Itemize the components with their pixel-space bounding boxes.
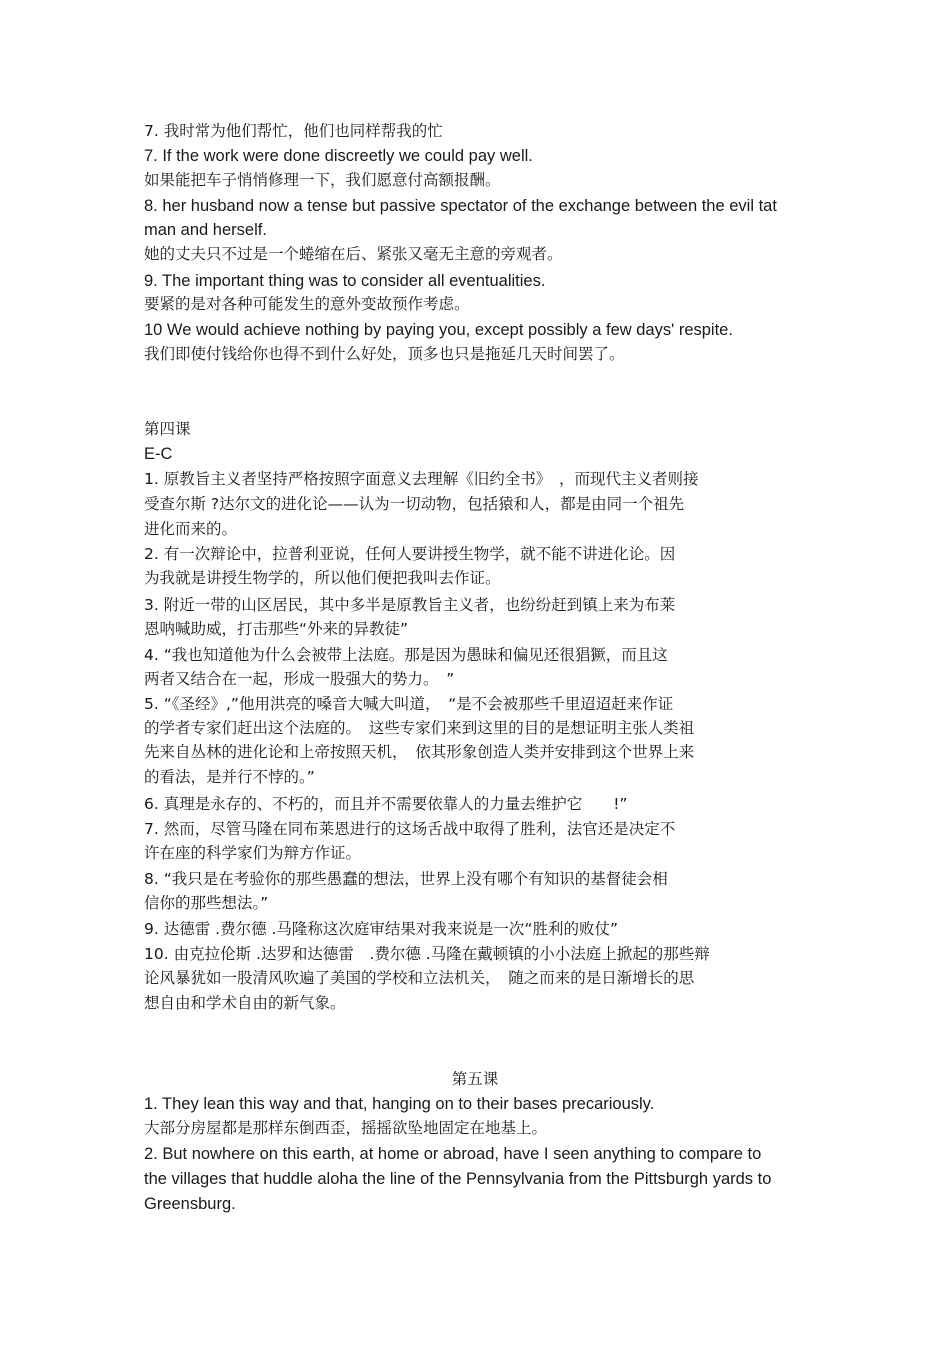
subsection-label: E-C (144, 445, 173, 463)
text-line: 2. But nowhere on this earth, at home or abroad, have I seen anything to compare to (144, 1145, 762, 1163)
text-line: 论风暴犹如一股清风吹遍了美国的学校和立法机关， 随之而来的是日渐增长的思 (144, 969, 695, 987)
text-line: 要紧的是对各种可能发生的意外变故预作考虑。 (144, 295, 470, 313)
text-line: 6. 真理是永存的、不朽的，而且并不需要依靠人的力量去维护它 !” (144, 795, 628, 813)
text-line: 的学者专家们赶出这个法庭的。 这些专家们来到这里的目的是想证明主张人类祖 (144, 719, 695, 737)
text-line: 如果能把车子悄悄修理一下，我们愿意付高额报酬。 (144, 171, 501, 189)
text-line: the villages that huddle aloha the line of the Pennsylvania from the Pittsburgh yards to (144, 1170, 772, 1188)
text-line: 她的丈夫只不过是一个蜷缩在后、紧张又毫无主意的旁观者。 (144, 245, 563, 263)
text-line: 2. 有一次辩论中，拉普利亚说，任何人要讲授生物学，就不能不讲进化论。因 (144, 545, 676, 563)
section-heading: 第五课 (451, 1070, 499, 1088)
section-heading: 第四课 (144, 420, 191, 438)
text-line: 受查尔斯 ?达尔文的进化论——认为一切动物，包括猿和人，都是由同一个祖先 (144, 495, 685, 513)
text-line: 7. 然而，尽管马隆在同布莱恩进行的这场舌战中取得了胜利，法官还是决定不 (144, 820, 676, 838)
text-line: 3. 附近一带的山区居民，其中多半是原教旨主义者，也纷纷赶到镇上来为布莱 (144, 596, 676, 614)
text-line: 1. 原教旨主义者坚持严格按照字面意义去理解《旧约全书》 ，而现代主义者则接 (144, 470, 699, 488)
text-line: 想自由和学术自由的新气象。 (144, 994, 346, 1012)
text-line: 5. “《圣经》,”他用洪亮的嗓音大喊大叫道， “是不会被那些千里迢迢赶来作证 (144, 695, 674, 713)
text-line: 为我就是讲授生物学的，所以他们便把我叫去作证。 (144, 569, 501, 587)
text-line: 7. 我时常为他们帮忙，他们也同样帮我的忙 (144, 122, 443, 140)
text-line: man and herself. (144, 221, 267, 239)
text-line: 许在座的科学家们为辩方作证。 (144, 844, 362, 862)
text-line: 8. her husband now a tense but passive spectator of the exchange between the evil tat (144, 197, 777, 215)
text-line: 9. 达德雷 .费尔德 .马隆称这次庭审结果对我来说是一次“胜利的败仗” (144, 920, 618, 938)
text-line: 进化而来的。 (144, 520, 238, 538)
text-line: Greensburg. (144, 1195, 236, 1213)
text-line: 9. The important thing was to consider all eventualities. (144, 272, 546, 290)
text-line: 8. “我只是在考验你的那些愚蠢的想法，世界上没有哪个有知识的基督徒会相 (144, 870, 668, 888)
text-line: 两者又结合在一起，形成一股强大的势力。 ” (144, 670, 455, 688)
text-line: 我们即使付钱给你也得不到什么好处，顶多也只是拖延几天时间罢了。 (144, 345, 625, 363)
text-line: 恩呐喊助威，打击那些“外来的异教徒” (144, 620, 409, 638)
text-line: 的看法，是并行不悖的。” (144, 768, 315, 786)
text-line: 1. They lean this way and that, hanging on to their bases precariously. (144, 1095, 655, 1113)
text-line: 10 We would achieve nothing by paying you, except possibly a few days' respite. (144, 321, 733, 339)
text-line: 10. 由克拉伦斯 .达罗和达德雷 .费尔德 .马隆在戴顿镇的小小法庭上掀起的那些辩 (144, 945, 710, 963)
text-line: 信你的那些想法。” (144, 894, 269, 912)
text-line: 4. “我也知道他为什么会被带上法庭。那是因为愚昧和偏见还很猖獗，而且这 (144, 646, 668, 664)
text-line: 先来自丛林的进化论和上帝按照天机， 依其形象创造人类并安排到这个世界上来 (144, 743, 695, 761)
text-line: 大部分房屋都是那样东倒西歪，摇摇欲坠地固定在地基上。 (144, 1119, 548, 1137)
text-line: 7. If the work were done discreetly we could pay well. (144, 147, 533, 165)
